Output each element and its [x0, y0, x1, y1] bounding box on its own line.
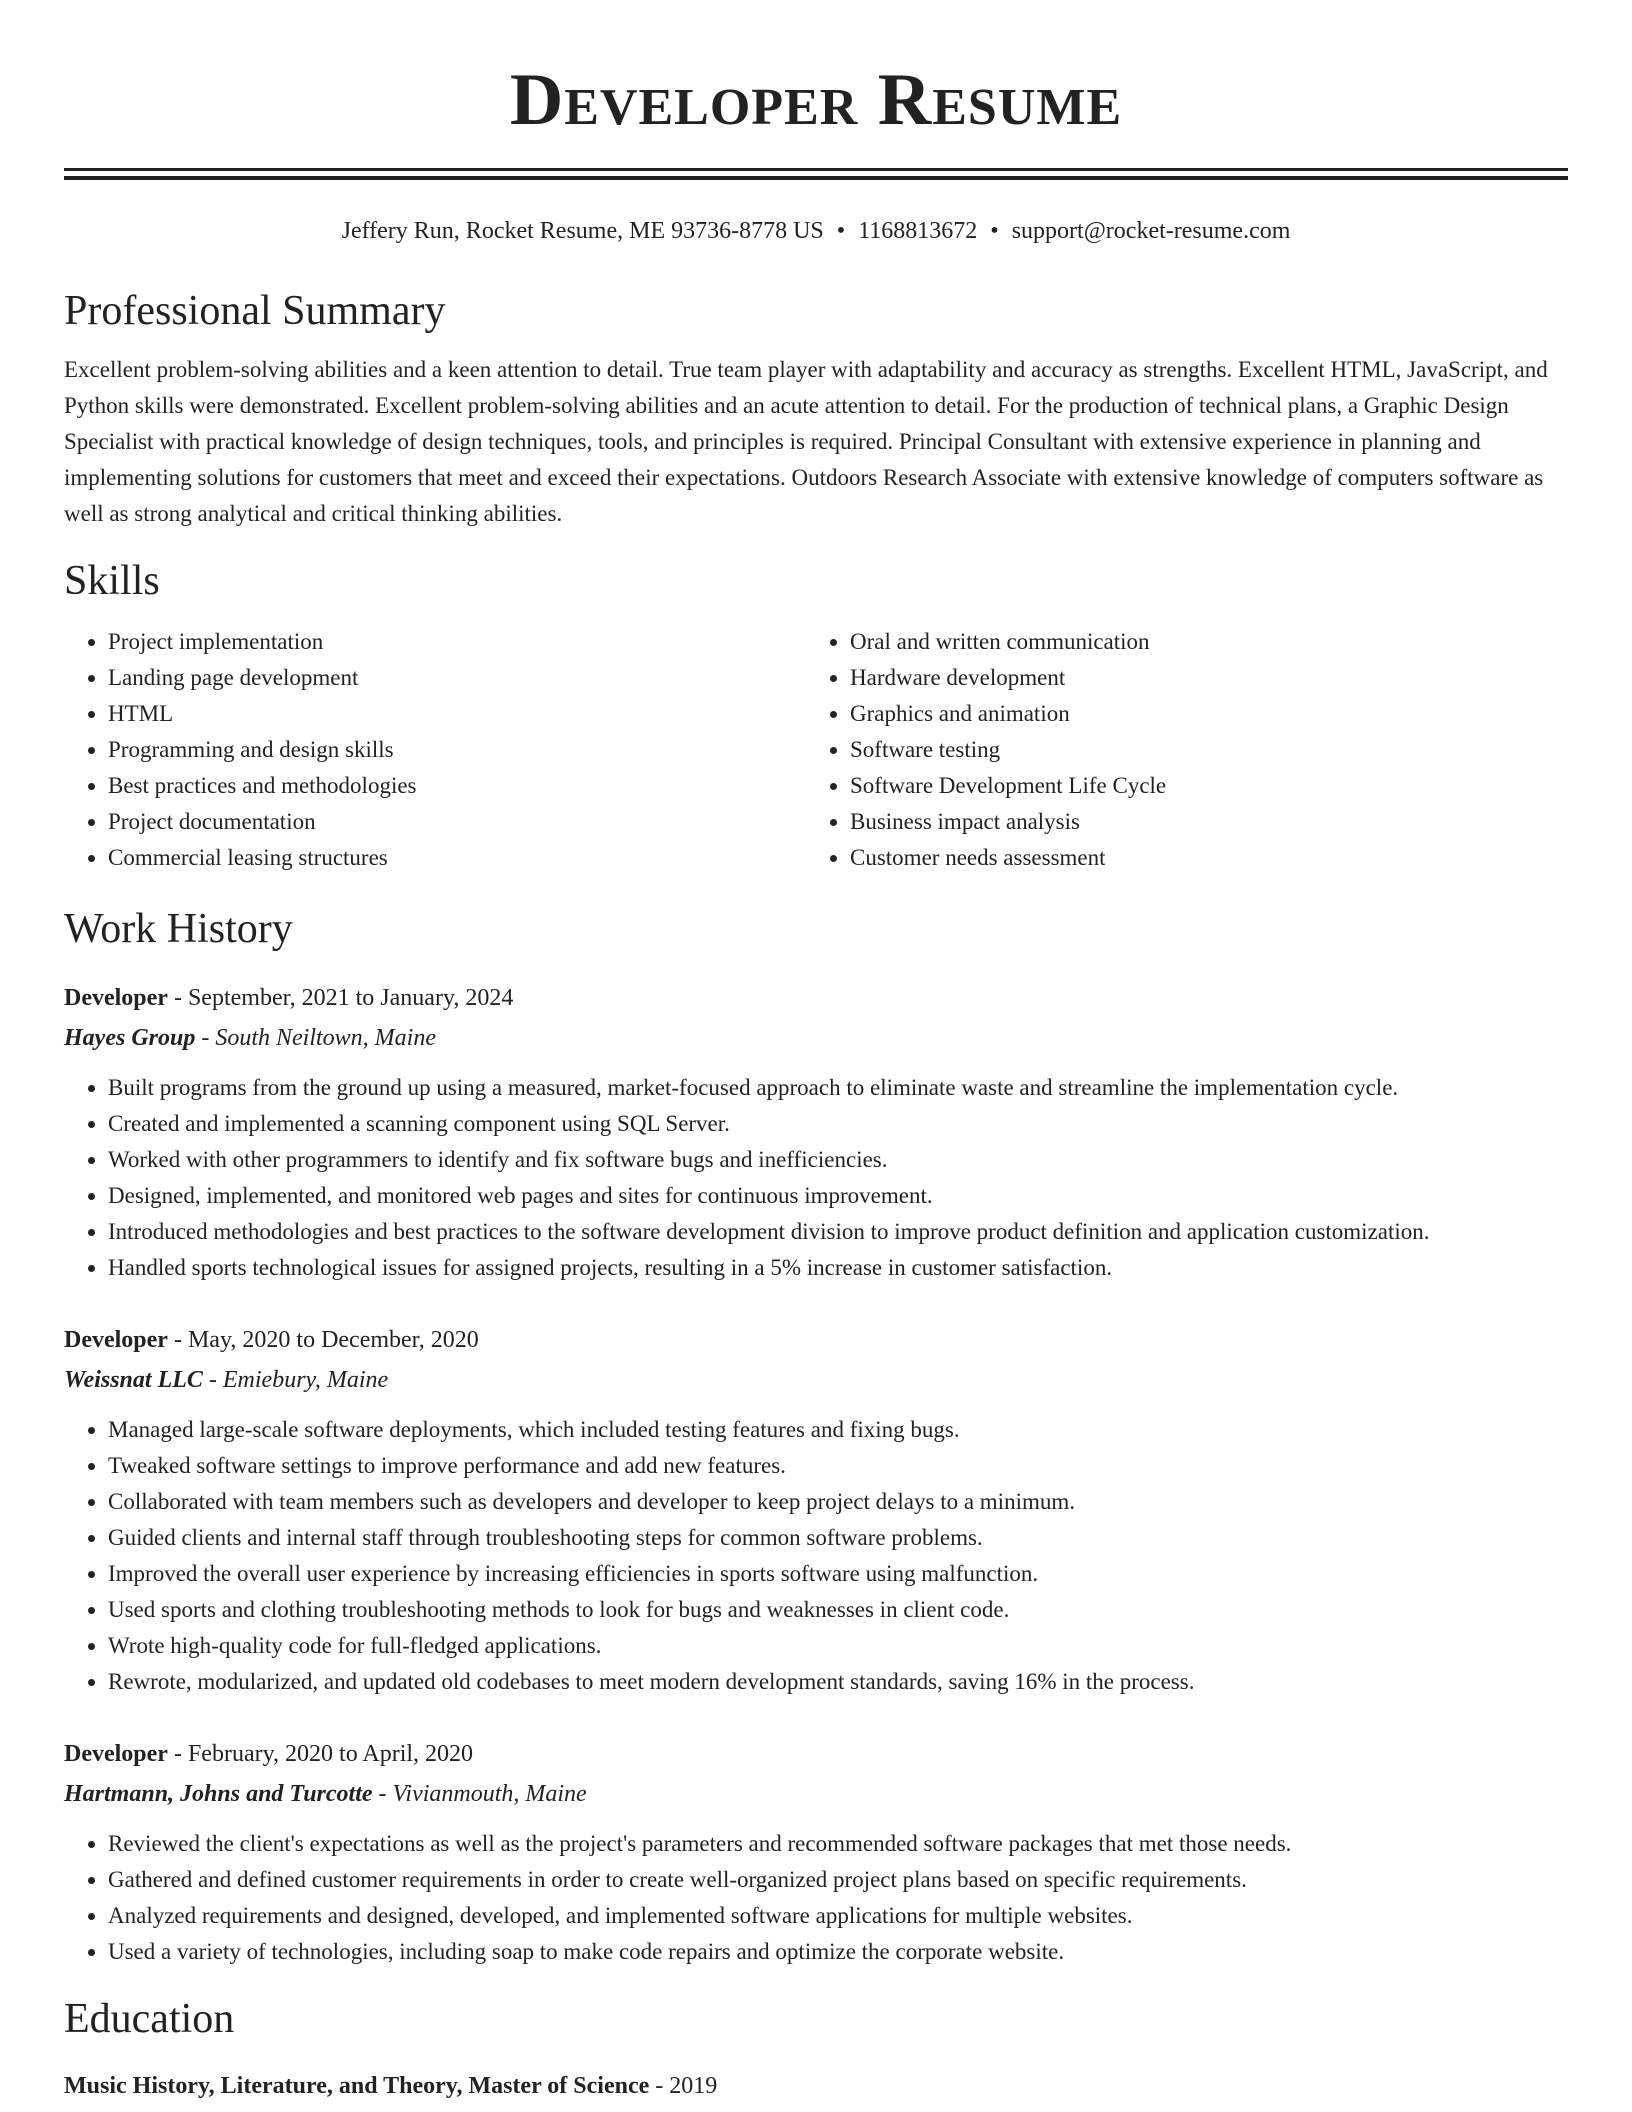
job-bullet: • Improved the overall user experience by increasing efficiencies in sports software using malfunction. [108, 1556, 1568, 1592]
summary-heading: Professional Summary [64, 288, 446, 334]
job-dates: - May, 2020 to December, 2020 [167, 1327, 479, 1353]
job-bullet: • Rewrote, modularized, and updated old codebases to meet modern development standards, saving 16% in the process. [108, 1664, 1568, 1700]
job-bullet: • Tweaked software settings to improve performance and add new features. [108, 1448, 1568, 1484]
contact-separator: • [836, 218, 846, 244]
contact-separator: • [990, 218, 999, 244]
job-bullet: • Wrote high-quality code for full-fledged applications. [108, 1628, 1568, 1664]
resume-page [64, 0, 1568, 2106]
job-bullet: • Handled sports technological issues for assigned projects, resulting in a 5% increase in customer satisfaction. [108, 1250, 1568, 1286]
skill-item: • Hardware development [850, 660, 1548, 696]
job-bullet: • Introduced methodologies and best practices to the software development division to improve product definition and application customization. [108, 1214, 1568, 1250]
job-dates: - September, 2021 to January, 2024 [167, 985, 514, 1011]
job-title: Developer [64, 1741, 168, 1767]
skill-item: • Business impact analysis [850, 804, 1548, 840]
job-bullet: • Reviewed the client's expectations as well as the project's parameters and recommended software packages that met those needs. [108, 1826, 1568, 1862]
skill-item: • Project implementation [108, 624, 806, 660]
job-entry [64, 1320, 1568, 1700]
job-bullet: • Gathered and defined customer requirements in order to create well-organized project plans based on specific requirements. [108, 1862, 1568, 1898]
skills-columns [64, 624, 1568, 876]
job-bullet: • Used sports and clothing troubleshooting methods to look for bugs and weaknesses in client code. [108, 1592, 1568, 1628]
contact-email: support@rocket-resume.com [1011, 218, 1291, 244]
job-title: Developer [64, 985, 168, 1011]
skill-item: • Software Development Life Cycle [850, 768, 1548, 804]
job-bullet: • Analyzed requirements and designed, developed, and implemented software applications for multiple websites. [108, 1898, 1568, 1934]
job-title-line [64, 978, 1568, 1018]
contact-address: Jeffery Run, Rocket Resume, ME 93736-8778 US [341, 218, 824, 244]
skill-item: • Programming and design skills [108, 732, 806, 768]
skill-item: • Best practices and methodologies [108, 768, 806, 804]
summary-text: Excellent problem-solving abilities and a keen attention to detail. True team player with adaptability and accuracy as strengths. Excellent HTML, JavaScript, and Python skills were demonstrated. Excellent problem-solving abilities and an acute attention to detail. For the production of technical plans, a Graphic Design Specialist with practical knowledge of design techniques, tools, and principles is required. Principal Consultant with extensive experience in planning and implementing solutions for customers that meet and exceed their expectations. Outdoors Research Associate with extensive knowledge of computers software as well as strong analytical and critical thinking abilities. [64, 357, 1548, 526]
contact-line [64, 216, 1568, 246]
job-bullet: • Collaborated with team members such as developers and developer to keep project delays to a minimum. [108, 1484, 1568, 1520]
education-year: - 2019 [649, 2073, 718, 2099]
skill-item: • Graphics and animation [850, 696, 1548, 732]
skills-left-list [64, 624, 806, 876]
company-name: Hayes Group [64, 1025, 196, 1051]
skill-item: • Customer needs assessment [850, 840, 1548, 876]
company-line [64, 1360, 1568, 1400]
job-entry [64, 978, 1568, 1286]
job-dates: - February, 2020 to April, 2020 [167, 1741, 474, 1767]
company-name: Weissnat LLC [64, 1367, 203, 1393]
education-heading: Education [64, 1996, 235, 2042]
company-location: - Vivianmouth, Maine [372, 1781, 587, 1807]
skill-item: • Commercial leasing structures [108, 840, 806, 876]
company-name: Hartmann, Johns and Turcotte [64, 1781, 373, 1807]
job-title-line [64, 1320, 1568, 1360]
job-bullet: • Worked with other programmers to identify and fix software bugs and inefficiencies. [108, 1142, 1568, 1178]
job-bullet: • Designed, implemented, and monitored web pages and sites for continuous improvement. [108, 1178, 1568, 1214]
job-bullets [64, 1412, 1568, 1700]
skills-heading: Skills [64, 558, 160, 604]
job-title: Developer [64, 1327, 168, 1353]
job-bullets [64, 1070, 1568, 1286]
company-line [64, 1018, 1568, 1058]
resume-title: Developer Resume [509, 59, 1123, 141]
job-entry [64, 1734, 1568, 1970]
contact-phone: 1168813672 [858, 218, 978, 244]
skill-item: • Software testing [850, 732, 1548, 768]
job-bullet: • Managed large-scale software deployments, which included testing features and fixing bugs. [108, 1412, 1568, 1448]
company-location: - South Neiltown, Maine [195, 1025, 436, 1051]
company-line [64, 1774, 1568, 1814]
skills-right-list [806, 624, 1548, 876]
skill-item: • Project documentation [108, 804, 806, 840]
education-degree: Music History, Literature, and Theory, Master of Science [64, 2073, 650, 2099]
job-bullet: • Built programs from the ground up using a measured, market-focused approach to eliminate waste and streamline the implementation cycle. [108, 1070, 1568, 1106]
company-location: - Emiebury, Maine [202, 1367, 389, 1393]
skill-item: • Oral and written communication [850, 624, 1548, 660]
work-history-heading: Work History [64, 906, 293, 952]
education-entry [64, 2066, 1568, 2106]
title-double-rule [64, 168, 1568, 180]
job-bullet: • Used a variety of technologies, including soap to make code repairs and optimize the corporate website. [108, 1934, 1568, 1970]
job-bullets [64, 1826, 1568, 1970]
job-title-line [64, 1734, 1568, 1774]
job-bullet: • Guided clients and internal staff through troubleshooting steps for common software problems. [108, 1520, 1568, 1556]
job-bullet: • Created and implemented a scanning component using SQL Server. [108, 1106, 1568, 1142]
skill-item: • Landing page development [108, 660, 806, 696]
skill-item: • HTML [108, 696, 806, 732]
